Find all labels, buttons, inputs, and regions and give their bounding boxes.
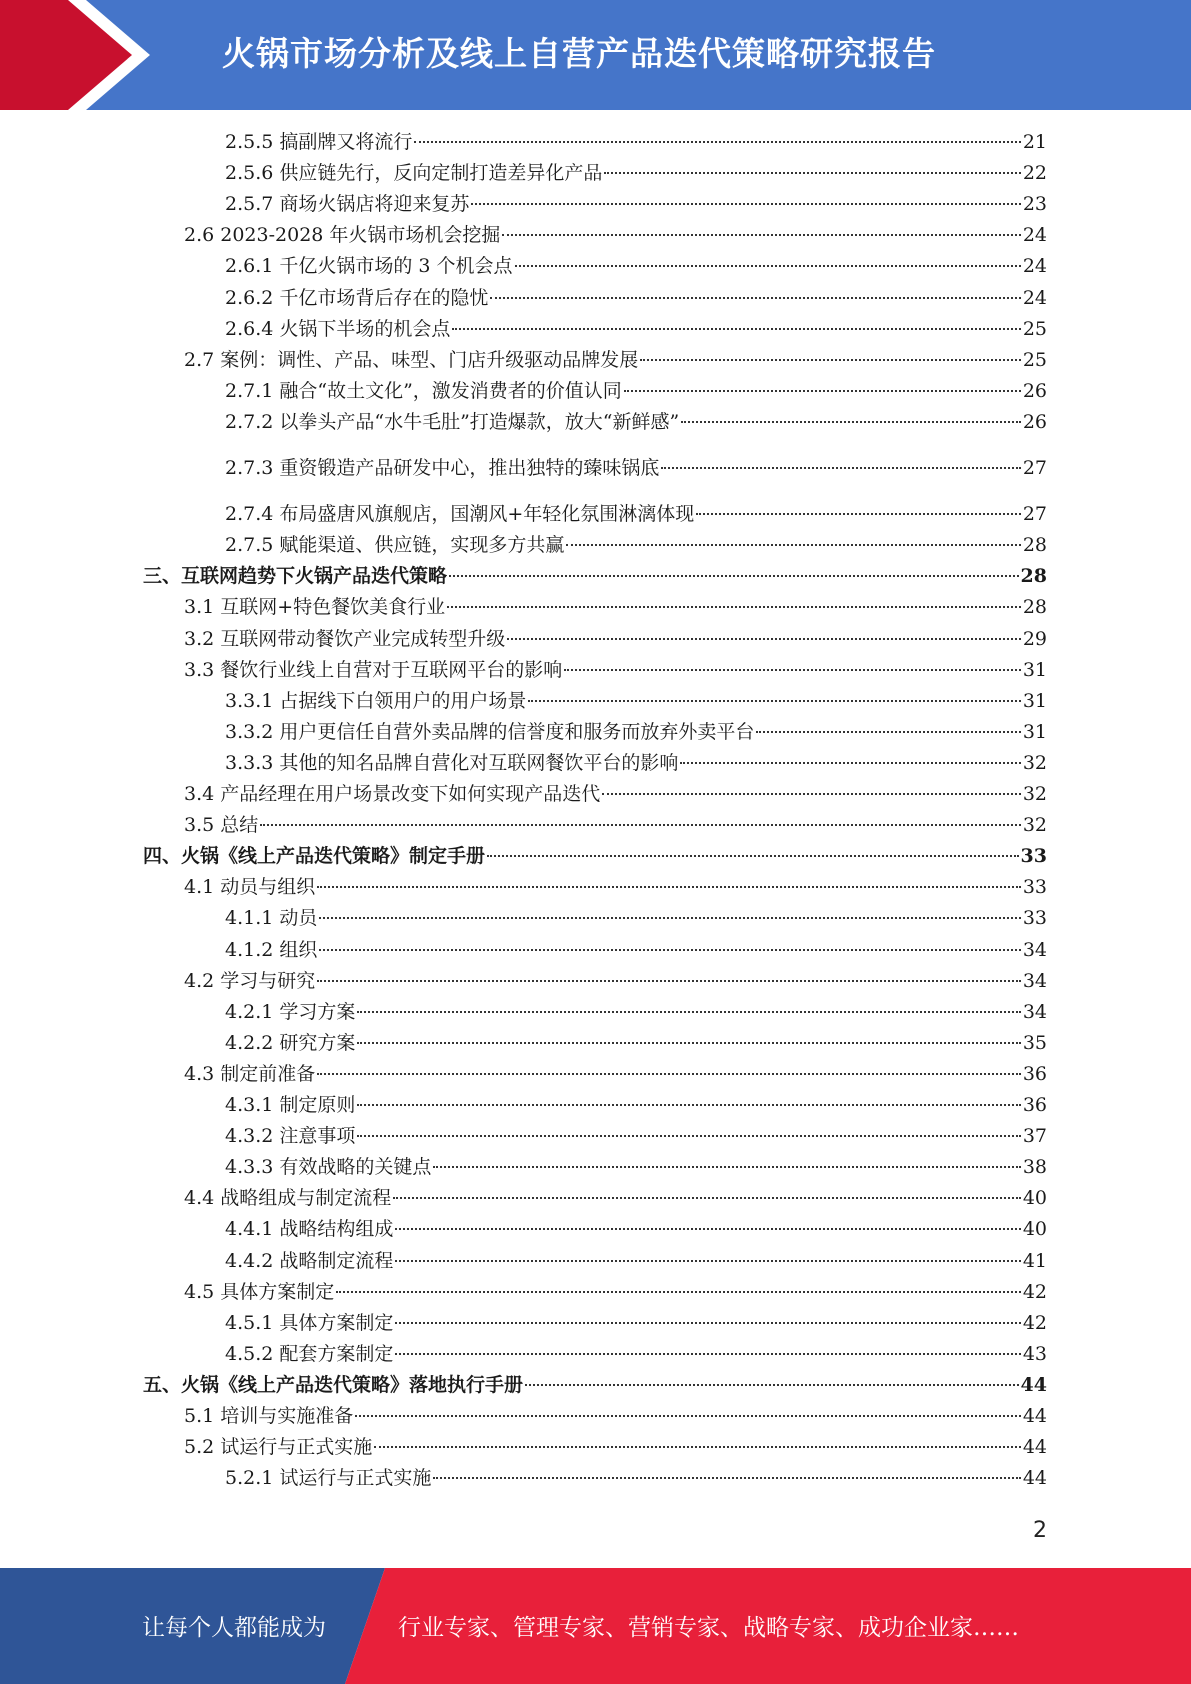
toc-entry[interactable] <box>225 1463 1047 1493</box>
toc-entry-title: 5.1 培训与实施准备 <box>184 1405 354 1427</box>
toc-dot-leader <box>507 638 1021 640</box>
toc-entry-page: 25 <box>1022 348 1047 371</box>
toc-entry-page: 21 <box>1022 131 1047 153</box>
toc-entry-title: 4.3.3 有效战略的关键点 <box>225 1156 432 1179</box>
toc-entry[interactable] <box>184 624 1047 654</box>
toc-entry[interactable] <box>143 1370 1047 1400</box>
toc-entry[interactable] <box>184 592 1047 622</box>
toc-entry-page: 42 <box>1022 1280 1047 1303</box>
toc-dot-leader <box>395 1353 1020 1355</box>
toc-entry-page: 24 <box>1022 255 1047 278</box>
toc-dot-leader <box>395 1322 1020 1324</box>
toc-entry-page: 34 <box>1022 1000 1047 1023</box>
toc-dot-leader <box>319 949 1020 951</box>
toc-entry-page: 31 <box>1022 658 1047 681</box>
toc-entry[interactable] <box>225 127 1047 157</box>
toc-dot-leader <box>357 1135 1020 1137</box>
toc-entry[interactable] <box>184 1432 1047 1462</box>
toc-entry-title: 4.3.1 制定原则 <box>225 1094 356 1116</box>
header-banner <box>0 0 1191 110</box>
toc-entry-title: 4.5 具体方案制定 <box>184 1280 335 1303</box>
toc-entry[interactable] <box>225 686 1047 716</box>
toc-entry-page: 23 <box>1022 193 1047 216</box>
toc-entry-title: 2.7 案例：调性、产品、味型、门店升级驱动品牌发展 <box>184 348 639 371</box>
toc-dot-leader <box>604 172 1020 174</box>
toc-dot-leader <box>566 544 1020 546</box>
toc-entry-page: 32 <box>1022 783 1047 805</box>
toc-entry-title: 3.3.1 占据线下白领用户的用户场景 <box>225 689 527 712</box>
toc-entry[interactable] <box>225 530 1047 560</box>
toc-entry-page: 32 <box>1022 814 1047 837</box>
toc-dot-leader <box>317 980 1021 982</box>
toc-dot-leader <box>260 824 1021 826</box>
toc-entry-page: 44 <box>1022 1436 1047 1459</box>
toc-entry[interactable] <box>225 283 1047 313</box>
toc-entry-title: 4.4.1 战略结构组成 <box>225 1218 394 1241</box>
toc-entry-page: 44 <box>1022 1405 1047 1427</box>
toc-entry-title: 2.5.7 商场火锅店将迎来复苏 <box>225 193 470 216</box>
toc-entry-page: 24 <box>1022 286 1047 309</box>
toc-entry[interactable] <box>184 220 1047 250</box>
toc-entry-title: 2.7.5 赋能渠道、供应链，实现多方共赢 <box>225 534 565 557</box>
toc-entry-page: 31 <box>1022 720 1047 743</box>
toc-entry[interactable] <box>225 1246 1047 1276</box>
toc-entry-title: 三、互联网趋势下火锅产品迭代策略 <box>143 565 448 588</box>
toc-entry-page: 44 <box>1020 1373 1047 1396</box>
toc-dot-leader <box>515 265 1021 267</box>
toc-entry[interactable] <box>184 872 1047 902</box>
toc-dot-leader <box>395 1228 1020 1230</box>
toc-dot-leader <box>319 917 1020 919</box>
toc-entry-page: 27 <box>1022 503 1047 526</box>
toc-entry-title: 5.2 试运行与正式实施 <box>184 1436 373 1459</box>
toc-dot-leader <box>452 328 1020 330</box>
page-number: 2 <box>1033 1518 1047 1543</box>
toc-entry[interactable] <box>184 1401 1047 1431</box>
toc-dot-leader <box>681 421 1021 423</box>
toc-entry-page: 33 <box>1020 845 1047 868</box>
toc-dot-leader <box>624 390 1021 392</box>
toc-entry-page: 38 <box>1022 1156 1047 1179</box>
toc-entry-title: 2.6.2 千亿市场背后存在的隐忧 <box>225 286 489 309</box>
toc-entry-page: 41 <box>1022 1249 1047 1272</box>
toc-dot-leader <box>355 1415 1021 1417</box>
toc-dot-leader <box>357 1104 1020 1106</box>
toc-entry-page: 42 <box>1022 1311 1047 1334</box>
toc-dot-leader <box>661 467 1020 469</box>
toc-entry-page: 36 <box>1022 1062 1047 1085</box>
toc-entry-title: 2.5.6 供应链先行，反向定制打造差异化产品 <box>225 162 603 185</box>
toc-entry[interactable] <box>225 499 1047 529</box>
toc-dot-leader <box>336 1291 1021 1293</box>
toc-entry-title: 3.3 餐饮行业线上自营对于互联网平台的影响 <box>184 658 563 681</box>
toc-entry[interactable] <box>225 453 1047 483</box>
toc-dot-leader <box>414 141 1020 143</box>
toc-entry-page: 26 <box>1022 379 1047 402</box>
toc-entry-title: 2.6 2023-2028 年火锅市场机会挖掘 <box>184 224 501 247</box>
toc-entry-page: 33 <box>1022 907 1047 930</box>
toc-entry[interactable] <box>225 1152 1047 1182</box>
toc-dot-leader <box>525 1384 1019 1386</box>
toc-dot-leader <box>528 700 1020 702</box>
toc-dot-leader <box>502 234 1020 236</box>
toc-entry[interactable] <box>225 935 1047 965</box>
toc-entry-page: 43 <box>1022 1342 1047 1365</box>
toc-dot-leader <box>433 1477 1020 1479</box>
toc-entry-title: 3.5 总结 <box>184 814 259 837</box>
toc-entry[interactable] <box>225 314 1047 344</box>
document-title: 火锅市场分析及线上自营产品迭代策略研究报告 <box>222 34 936 73</box>
toc-entry-page: 24 <box>1022 224 1047 247</box>
footer-slogan-right: 行业专家、管理专家、营销专家、战略专家、成功企业家…… <box>398 1615 1019 1641</box>
toc-entry-title: 4.1.1 动员 <box>225 907 318 930</box>
toc-entry[interactable] <box>184 1183 1047 1213</box>
toc-entry-page: 32 <box>1022 751 1047 774</box>
toc-dot-leader <box>317 886 1021 888</box>
toc-entry-page: 29 <box>1022 627 1047 650</box>
toc-entry-page: 25 <box>1022 317 1047 340</box>
toc-entry-title: 2.6.1 千亿火锅市场的 3 个机会点 <box>225 255 513 278</box>
toc-dot-leader <box>433 1166 1020 1168</box>
toc-dot-leader <box>640 359 1021 361</box>
toc-entry[interactable] <box>184 655 1047 685</box>
toc-entry[interactable] <box>225 903 1047 933</box>
toc-entry-page: 34 <box>1022 938 1047 961</box>
toc-dot-leader <box>696 513 1021 515</box>
toc-entry[interactable] <box>225 1214 1047 1244</box>
toc-dot-leader <box>756 731 1020 733</box>
toc-entry-title: 4.1.2 组织 <box>225 938 318 961</box>
toc-entry-page: 35 <box>1022 1031 1047 1054</box>
toc-entry-title: 4.1 动员与组织 <box>184 876 316 899</box>
toc-entry-title: 4.2.2 研究方案 <box>225 1031 356 1054</box>
toc-entry[interactable] <box>225 1121 1047 1151</box>
toc-entry-page: 44 <box>1022 1467 1047 1490</box>
toc-entry-title: 2.5.5 搞副牌又将流行 <box>225 131 413 153</box>
toc-entry-title: 4.2 学习与研究 <box>184 969 316 992</box>
toc-entry-page: 28 <box>1022 596 1047 619</box>
toc-entry[interactable] <box>184 779 1047 809</box>
toc-entry-page: 22 <box>1022 162 1047 185</box>
toc-entry-title: 3.4 产品经理在用户场景改变下如何实现产品迭代 <box>184 783 601 805</box>
toc-entry-title: 3.1 互联网+特色餐饮美食行业 <box>184 596 446 619</box>
toc-entry[interactable] <box>225 748 1047 778</box>
toc-dot-leader <box>317 1073 1021 1075</box>
toc-dot-leader <box>374 1446 1021 1448</box>
toc-entry-page: 36 <box>1022 1094 1047 1116</box>
footer-slogan-left: 让每个人都能成为 <box>142 1615 326 1641</box>
toc-dot-leader <box>357 1042 1020 1044</box>
toc-entry-title: 4.4 战略组成与制定流程 <box>184 1187 392 1210</box>
toc-entry-page: 34 <box>1022 969 1047 992</box>
toc-entry-page: 40 <box>1022 1187 1047 1210</box>
toc-dot-leader <box>602 793 1021 795</box>
toc-entry-title: 2.7.4 布局盛唐风旗舰店，国潮风+年轻化氛围淋漓体现 <box>225 503 695 526</box>
toc-entry-page: 28 <box>1020 565 1047 588</box>
toc-entry[interactable] <box>225 376 1047 406</box>
toc-entry-title: 3.2 互联网带动餐饮产业完成转型升级 <box>184 627 506 650</box>
toc-entry-title: 2.6.4 火锅下半场的机会点 <box>225 317 451 340</box>
toc-entry-title: 4.2.1 学习方案 <box>225 1000 356 1023</box>
toc-entry-title: 4.5.2 配套方案制定 <box>225 1342 394 1365</box>
toc-entry-page: 37 <box>1022 1125 1047 1148</box>
toc-entry[interactable] <box>143 561 1047 591</box>
toc-entry-title: 3.3.3 其他的知名品牌自营化对互联网餐饮平台的影响 <box>225 751 679 774</box>
toc-entry-title: 2.7.3 重资锻造产品研发中心，推出独特的臻味锅底 <box>225 457 660 479</box>
toc-entry[interactable] <box>225 407 1047 437</box>
toc-entry[interactable] <box>184 966 1047 996</box>
toc-entry-title: 3.3.2 用户更信任自营外卖品牌的信誉度和服务而放弃外卖平台 <box>225 720 755 743</box>
toc-entry-title: 2.7.1 融合“故土文化”，激发消费者的价值认同 <box>225 379 622 402</box>
toc-entry-title: 4.3 制定前准备 <box>184 1062 316 1085</box>
toc-entry[interactable] <box>184 1277 1047 1307</box>
toc-dot-leader <box>490 297 1020 299</box>
toc-entry[interactable] <box>225 189 1047 219</box>
toc-dot-leader <box>680 762 1020 764</box>
toc-entry-page: 33 <box>1022 876 1047 899</box>
toc-entry[interactable] <box>225 717 1047 747</box>
toc-entry-page: 26 <box>1022 410 1047 433</box>
toc-entry-title: 五、火锅《线上产品迭代策略》落地执行手册 <box>143 1373 524 1396</box>
toc-entry[interactable] <box>184 345 1047 375</box>
toc-entry-page: 28 <box>1022 534 1047 557</box>
toc-entry-title: 4.3.2 注意事项 <box>225 1125 356 1148</box>
toc-entry-title: 2.7.2 以拳头产品“水牛毛肚”打造爆款，放大“新鲜感” <box>225 410 680 433</box>
toc-dot-leader <box>447 606 1021 608</box>
toc-entry[interactable] <box>225 1339 1047 1369</box>
toc-entry-page: 27 <box>1022 457 1047 479</box>
toc-entry[interactable] <box>225 1028 1047 1058</box>
toc-entry-page: 31 <box>1022 689 1047 712</box>
toc-entry-page: 40 <box>1022 1218 1047 1241</box>
toc-entry[interactable] <box>225 158 1047 188</box>
toc-dot-leader <box>449 575 1019 577</box>
toc-dot-leader <box>487 855 1019 857</box>
footer-banner <box>0 1568 1191 1684</box>
toc-dot-leader <box>564 669 1021 671</box>
toc-dot-leader <box>357 1011 1020 1013</box>
toc-entry[interactable] <box>143 841 1047 871</box>
toc-entry[interactable] <box>184 810 1047 840</box>
toc-entry[interactable] <box>225 1090 1047 1120</box>
toc-entry-title: 四、火锅《线上产品迭代策略》制定手册 <box>143 845 486 868</box>
toc-entry[interactable] <box>225 997 1047 1027</box>
toc-entry-title: 4.5.1 具体方案制定 <box>225 1311 394 1334</box>
toc-entry-title: 5.2.1 试运行与正式实施 <box>225 1467 432 1490</box>
toc-entry[interactable] <box>184 1059 1047 1089</box>
toc-dot-leader <box>395 1260 1020 1262</box>
toc-dot-leader <box>393 1197 1021 1199</box>
toc-dot-leader <box>471 203 1020 205</box>
toc-entry-title: 4.4.2 战略制定流程 <box>225 1249 394 1272</box>
toc-entry[interactable] <box>225 1308 1047 1338</box>
toc-entry[interactable] <box>225 251 1047 281</box>
